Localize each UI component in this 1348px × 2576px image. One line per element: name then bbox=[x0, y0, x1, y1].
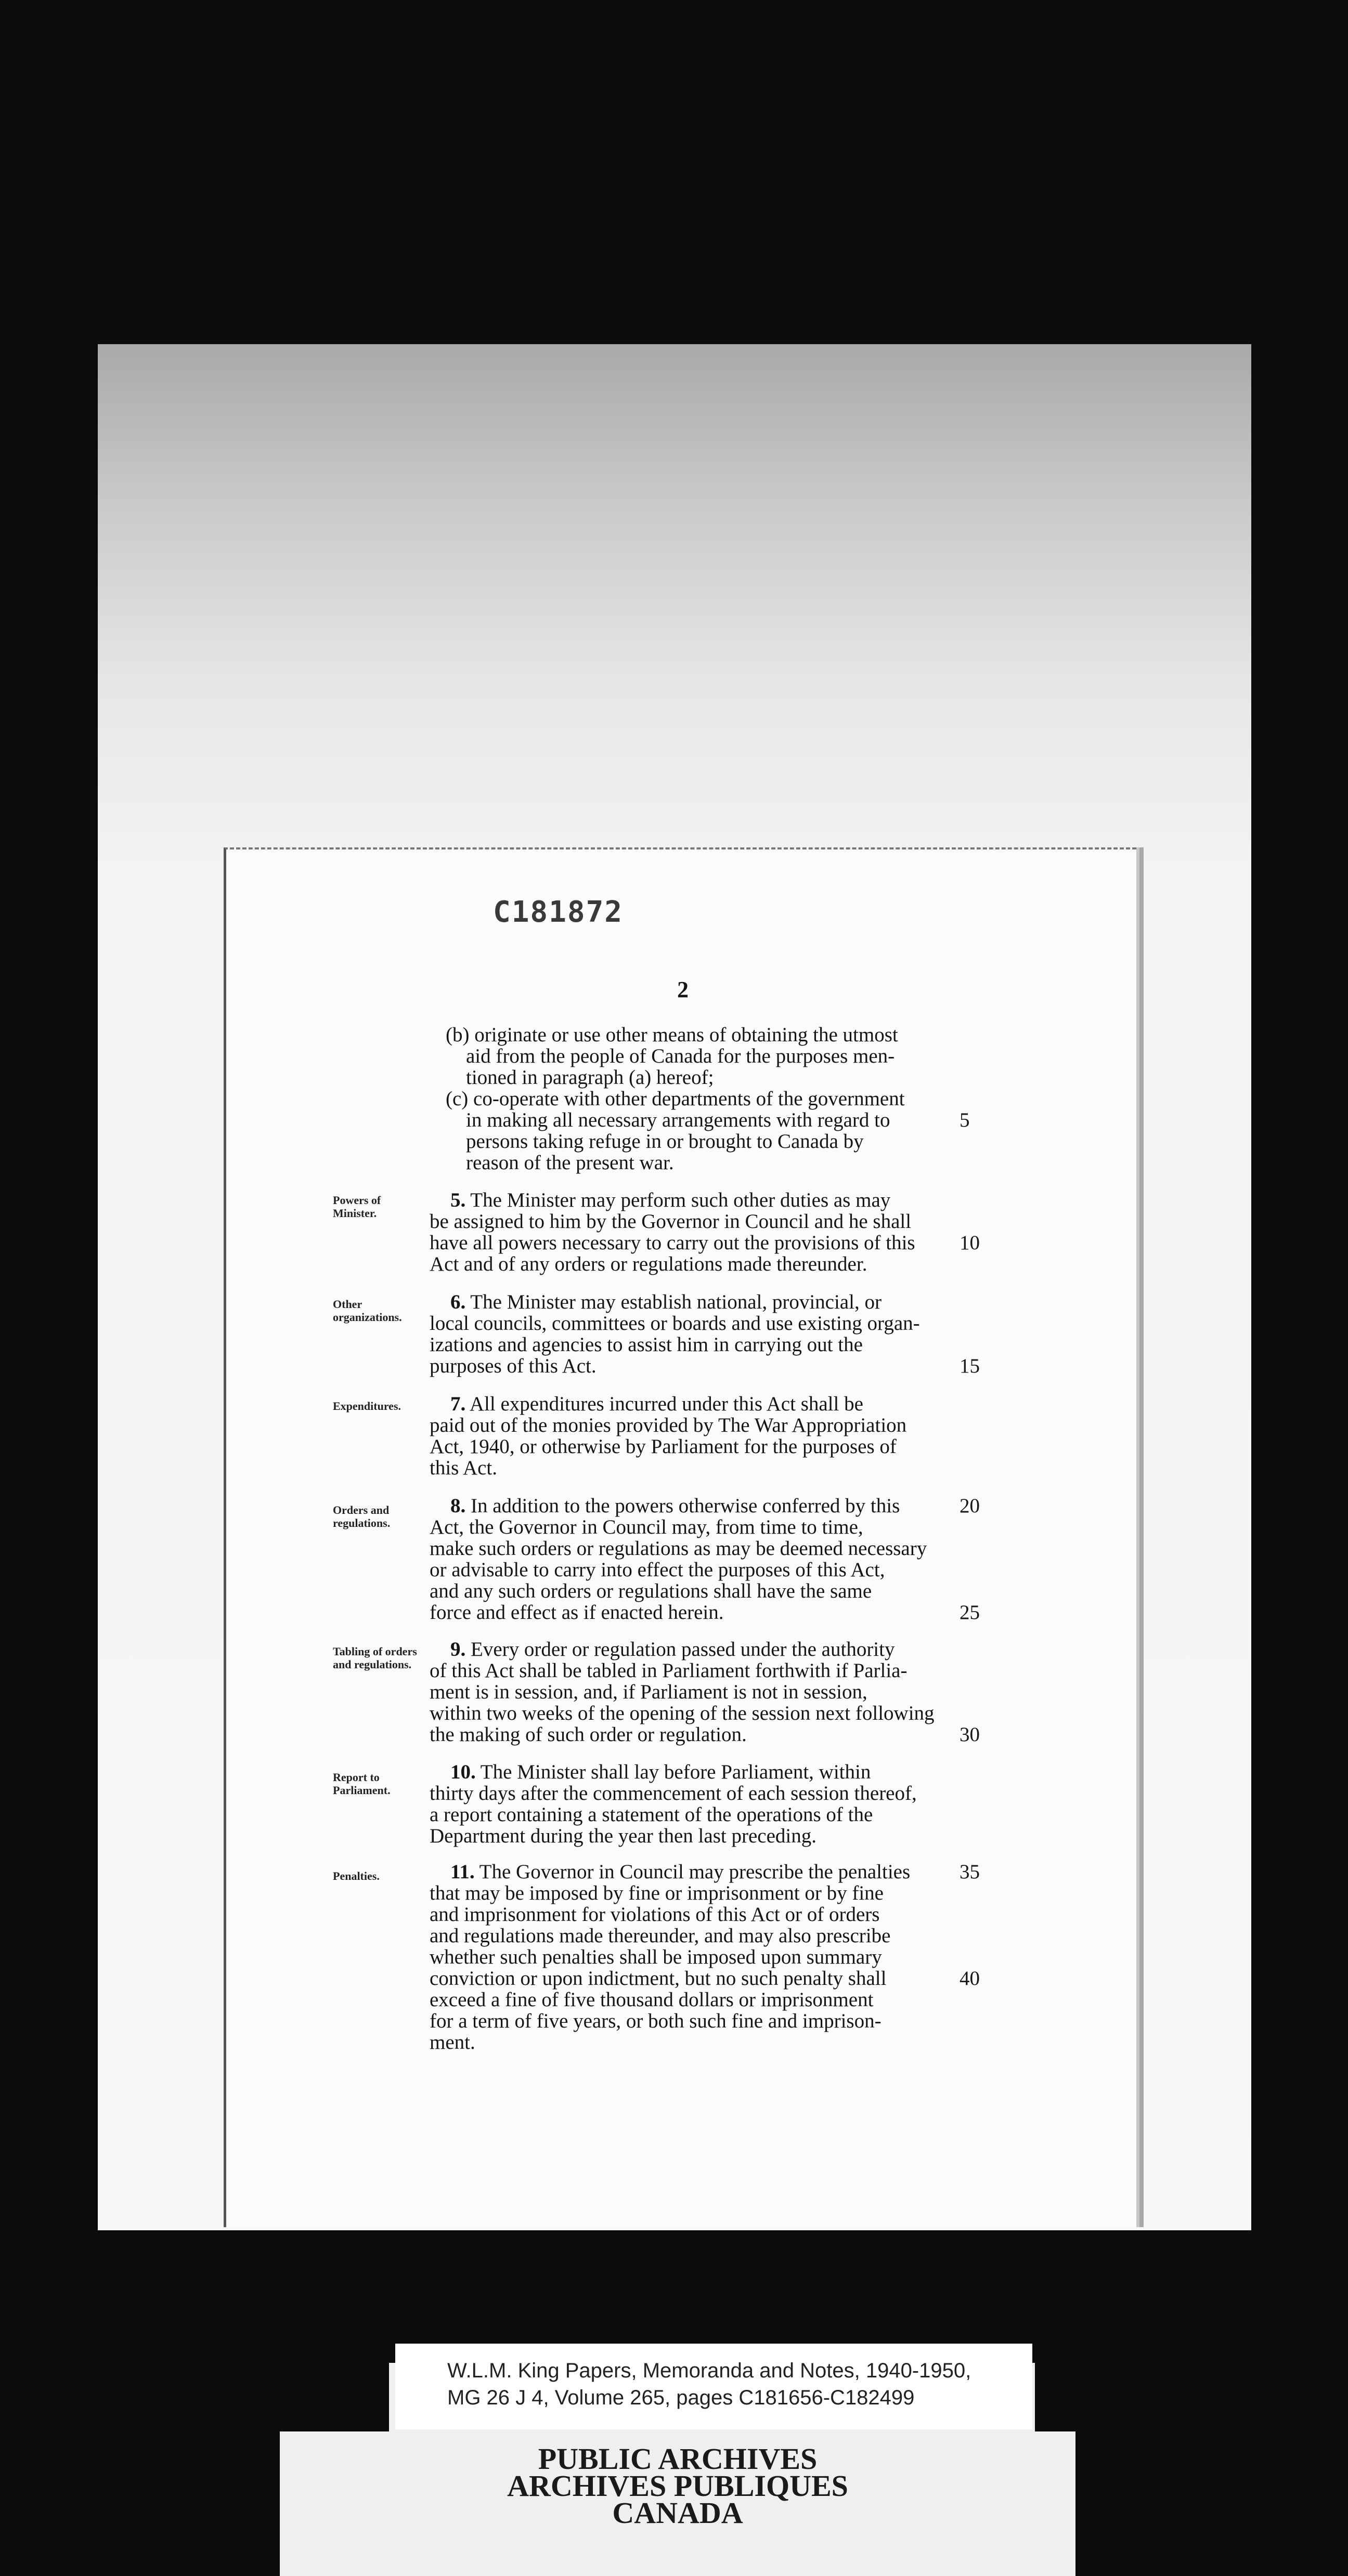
archive-name-fr: ARCHIVES PUBLIQUES bbox=[507, 2469, 848, 2503]
line-number: 40 bbox=[960, 1967, 980, 1990]
label-shadow bbox=[280, 2363, 389, 2431]
line-number: 5 bbox=[960, 1109, 970, 1131]
section-line: The Minister may perform such other duties as may bbox=[470, 1189, 891, 1211]
paragraph-b-line: aid from the people of Canada for the purposes men- bbox=[466, 1045, 895, 1067]
archive-country: CANADA bbox=[612, 2496, 743, 2530]
section-line: paid out of the monies provided by The War Appropriation bbox=[430, 1414, 907, 1436]
archive-name-en: PUBLIC ARCHIVES bbox=[538, 2442, 818, 2476]
section-line: The Minister shall lay before Parliament, within bbox=[480, 1761, 871, 1783]
section-8 bbox=[430, 1495, 955, 1623]
section-number: 7. bbox=[450, 1393, 466, 1415]
paragraph-c bbox=[446, 1088, 955, 1173]
line-number: 10 bbox=[960, 1232, 980, 1254]
section-line: make such orders or regulations as may be deemed necessary bbox=[430, 1537, 927, 1560]
section-line: Act, the Governor in Council may, from time to time, bbox=[430, 1516, 863, 1538]
paragraph-c-line: reason of the present war. bbox=[466, 1152, 674, 1174]
paragraph-c-line: persons taking refuge in or brought to Canada by bbox=[466, 1130, 864, 1153]
section-line: and any such orders or regulations shall have the same bbox=[430, 1580, 872, 1602]
section-6 bbox=[430, 1291, 955, 1377]
paragraph-c-line: (c) co-operate with other departments of the government bbox=[446, 1088, 905, 1110]
section-line: whether such penalties shall be imposed upon summary bbox=[430, 1946, 882, 1968]
section-line: ment. bbox=[430, 2031, 475, 2054]
paragraph-b bbox=[446, 1024, 955, 1088]
section-line: The Minister may establish national, provincial, or bbox=[470, 1291, 882, 1313]
section-number: 9. bbox=[450, 1638, 466, 1660]
section-line: have all powers necessary to carry out the provisions of this bbox=[430, 1232, 915, 1254]
paragraph-c-line: in making all necessary arrangements with regard to bbox=[466, 1109, 890, 1131]
caption-panel bbox=[395, 2344, 1032, 2429]
section-number: 10. bbox=[450, 1761, 476, 1783]
marginal-note: Expenditures. bbox=[333, 1400, 401, 1413]
section-line: force and effect as if enacted herein. bbox=[430, 1601, 724, 1624]
section-number: 6. bbox=[450, 1291, 466, 1313]
section-5 bbox=[430, 1189, 955, 1275]
document-id-stamp: C181872 bbox=[493, 895, 624, 929]
marginal-note: Report to Parliament. bbox=[333, 1771, 391, 1797]
section-line: the making of such order or regulation. bbox=[430, 1723, 747, 1746]
section-number: 5. bbox=[450, 1189, 466, 1211]
section-line: for a term of five years, or both such fine and imprison- bbox=[430, 2010, 882, 2032]
section-line: purposes of this Act. bbox=[430, 1355, 597, 1377]
section-line: izations and agencies to assist him in carrying out the bbox=[430, 1333, 863, 1356]
section-line: a report containing a statement of the operations of the bbox=[430, 1803, 873, 1826]
section-line: All expenditures incurred under this Act shall be bbox=[469, 1393, 863, 1415]
label-shadow bbox=[1035, 2363, 1075, 2431]
paragraph-b-line: tioned in paragraph (a) hereof; bbox=[466, 1066, 714, 1089]
marginal-note: Orders and regulations. bbox=[333, 1503, 391, 1529]
section-line: within two weeks of the opening of the session next following bbox=[430, 1702, 935, 1724]
section-number: 8. bbox=[450, 1495, 466, 1517]
section-line: Act and of any orders or regulations made thereunder. bbox=[430, 1253, 867, 1275]
section-7 bbox=[430, 1393, 955, 1479]
section-line: The Governor in Council may prescribe the penalties bbox=[479, 1861, 911, 1883]
section-line: exceed a fine of five thousand dollars or imprisonment bbox=[430, 1989, 874, 2011]
section-11 bbox=[430, 1861, 955, 2053]
line-number: 20 bbox=[960, 1495, 980, 1517]
marginal-note: Tabling of orders and regulations. bbox=[333, 1645, 417, 1671]
section-line: of this Act shall be tabled in Parliament forthwith if Parlia- bbox=[430, 1659, 908, 1682]
section-line: conviction or upon indictment, but no such penalty shall bbox=[430, 1967, 887, 1990]
section-number: 11. bbox=[450, 1861, 475, 1883]
line-number: 30 bbox=[960, 1723, 980, 1746]
line-number: 25 bbox=[960, 1601, 980, 1624]
marginal-note: Other organizations. bbox=[333, 1298, 402, 1324]
page-number: 2 bbox=[677, 977, 689, 1002]
section-line: and imprisonment for violations of this Act or of orders bbox=[430, 1903, 880, 1926]
caption-line-2: MG 26 J 4, Volume 265, pages C181656-C182499 bbox=[447, 2386, 915, 2409]
section-line: that may be imposed by fine or imprisonment or by fine bbox=[430, 1882, 884, 1904]
section-line: Every order or regulation passed under the authority bbox=[471, 1638, 895, 1660]
section-line: Department during the year then last preceding. bbox=[430, 1825, 816, 1847]
line-number: 15 bbox=[960, 1355, 980, 1377]
section-line: thirty days after the commencement of each session thereof, bbox=[430, 1782, 917, 1804]
section-line: ment is in session, and, if Parliament is not in session, bbox=[430, 1681, 867, 1703]
section-line: In addition to the powers otherwise conferred by this bbox=[471, 1495, 900, 1517]
marginal-note: Powers of Minister. bbox=[333, 1194, 381, 1220]
paragraph-b-line: (b) originate or use other means of obtaining the utmost bbox=[446, 1024, 898, 1046]
marginal-note: Penalties. bbox=[333, 1869, 380, 1882]
section-line: local councils, committees or boards and use existing organ- bbox=[430, 1312, 920, 1335]
caption-line-1: W.L.M. King Papers, Memoranda and Notes, 1940-1950, bbox=[447, 2359, 971, 2382]
section-line: this Act. bbox=[430, 1457, 498, 1479]
section-line: Act, 1940, or otherwise by Parliament for the purposes of bbox=[430, 1435, 897, 1458]
section-line: be assigned to him by the Governor in Council and he shall bbox=[430, 1210, 912, 1233]
section-10 bbox=[430, 1761, 955, 1847]
section-9 bbox=[430, 1639, 955, 1745]
line-number: 35 bbox=[960, 1861, 980, 1883]
section-line: and regulations made thereunder, and may also prescribe bbox=[430, 1925, 891, 1947]
section-line: or advisable to carry into effect the purposes of this Act, bbox=[430, 1559, 885, 1581]
